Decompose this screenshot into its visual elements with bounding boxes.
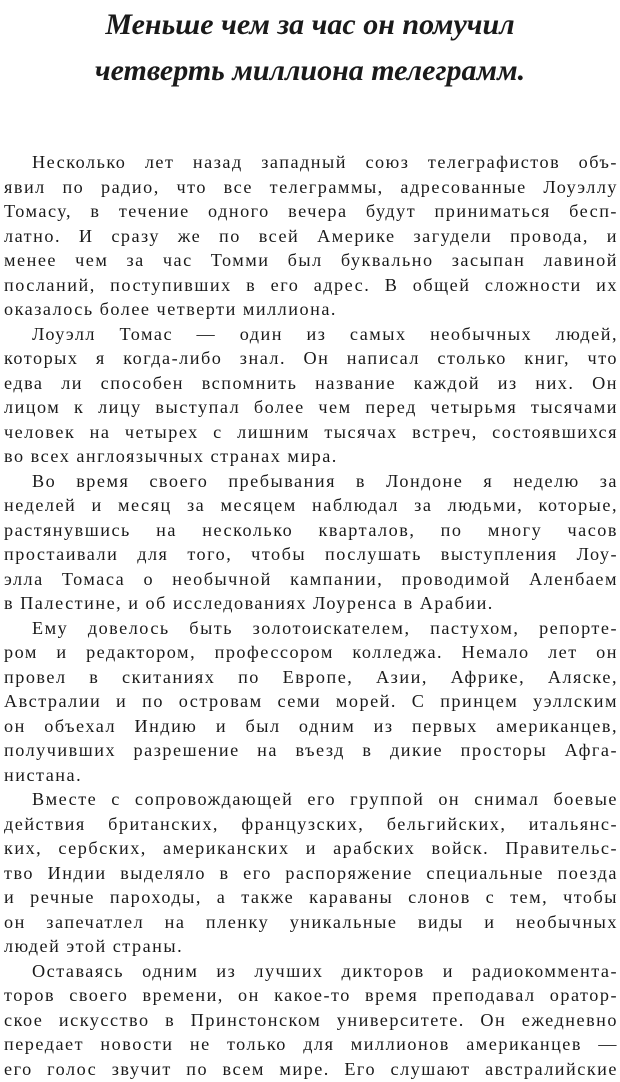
text-line: лицом к лицу выступал более чем перед четырьмя тысячами	[4, 397, 618, 417]
text-line: человек на четырех с лишним тысячах встреч, состоявшихся	[4, 421, 618, 442]
paragraph	[4, 959, 618, 1082]
paragraph	[4, 322, 618, 469]
text-line: во всех англоязычных странах мира.	[4, 446, 338, 466]
text-line: в Палестине, и об исследованиях Лоуренса в Арабии.	[4, 593, 494, 613]
text-line: и речные пароходы, а также караваны слонов с тем, чтобы	[4, 887, 618, 907]
text-line: которых я когда-либо знал. Он написал столько книг, что	[4, 348, 618, 368]
text-line: простаивали для того, чтобы послушать выступления Лоу-	[4, 544, 618, 564]
text-line: он объехал Индию и был одним из первых американцев,	[4, 715, 618, 736]
text-line: ское искусство в Принстонском университете. Он ежедневно	[4, 1009, 618, 1030]
text-line: Австралии и по островам семи морей. С принцем уэллским	[4, 691, 618, 711]
text-line: едва ли способен вспомнить название каждой из них. Он	[4, 372, 618, 393]
text-line: он запечатлел на пленку уникальные виды и необычных	[4, 911, 618, 932]
text-line: Ему довелось быть золотоискателем, пастухом, репорте-	[32, 617, 618, 638]
text-line: явил по радио, что все телеграммы, адресованные Лоуэллу	[4, 176, 618, 197]
body-text	[4, 150, 618, 1081]
text-line: ких, сербских, американских и арабских войск. Правительс-	[4, 838, 618, 858]
paragraph	[4, 787, 618, 959]
text-line: оказалось более четверти миллиона.	[4, 299, 337, 319]
text-line: нистана.	[4, 764, 83, 785]
text-line: ром и редактором, профессором колледжа. Немало лет он	[4, 642, 618, 662]
text-line: Оставаясь одним из лучших дикторов и радиокоммента-	[32, 960, 618, 981]
text-line: людей этой страны.	[4, 936, 184, 956]
chapter-heading	[0, 2, 620, 94]
text-line: менее чем за час Томми был буквально засыпан лавиной	[4, 250, 618, 270]
text-line: Лоуэлл Томас — один из самых необычных людей,	[32, 323, 618, 344]
text-line: передает новости не только для миллионов американцев —	[4, 1034, 618, 1054]
text-line: элла Томаса о необычной кампании, проводимой Аленбаем	[4, 568, 618, 589]
heading-line: Меньше чем за час он помучил	[105, 8, 515, 41]
text-line: тво Индии выделяло в его распоряжение специальные поезда	[4, 862, 618, 883]
paragraph	[4, 469, 618, 616]
text-line: его голос звучит по всем мире. Его слушают австралийские	[4, 1058, 618, 1079]
paragraph	[4, 150, 618, 322]
paragraph	[4, 616, 618, 788]
text-line: Во время своего пребывания в Лондоне я неделю за	[32, 470, 618, 491]
text-line: латно. И сразу же по всей Америке загудели провода, и	[4, 225, 618, 246]
text-line: растянувшись на несколько кварталов, по многу часов	[4, 519, 618, 540]
text-line: Вместе с сопровождающей его группой он снимал боевые	[32, 789, 618, 809]
text-line: посланий, поступивших в его адрес. В общей сложности их	[4, 274, 618, 295]
text-line: провел в скитаниях по Европе, Азии, Африке, Аляске,	[4, 666, 618, 687]
text-line: Несколько лет назад западный союз телеграфистов объ-	[32, 152, 618, 172]
text-line: неделей и месяц за месяцем наблюдал за людьми, которые,	[4, 495, 618, 515]
text-line: действия британских, французских, бельгийских, итальянс-	[4, 813, 618, 834]
text-line: торов своего времени, он какое-то время преподавал оратор-	[4, 985, 618, 1005]
text-line: получивших разрешение на въезд в дикие просторы Афга-	[4, 740, 618, 760]
text-line: Томасу, в течение одного вечера будут приниматься бесп-	[4, 201, 618, 221]
heading-line: четверть миллиона телеграмм.	[94, 54, 526, 87]
